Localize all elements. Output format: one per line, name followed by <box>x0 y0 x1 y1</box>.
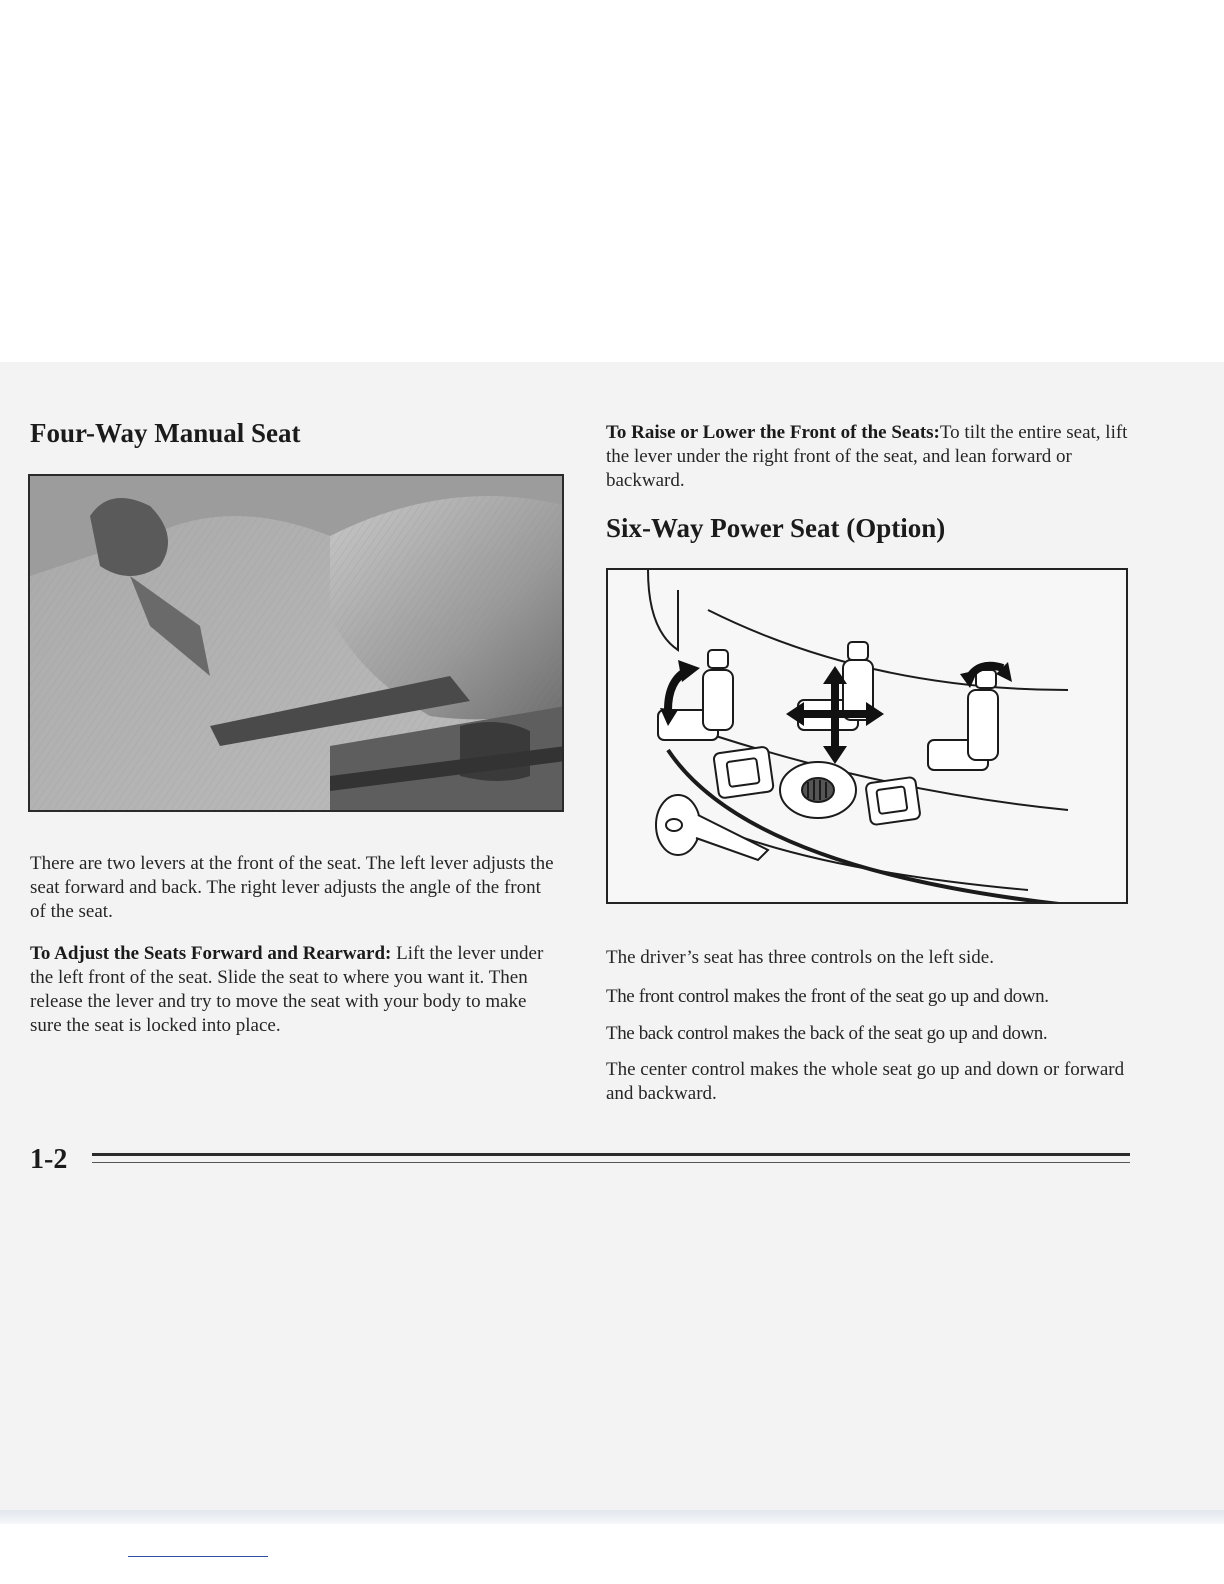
seat-levers-photo <box>28 474 564 812</box>
right-paragraph-back-control: The back control makes the back of the seat go up and down. <box>606 1023 1048 1044</box>
footer-rule-thick <box>92 1153 1130 1156</box>
page-number: 1-2 <box>30 1144 68 1175</box>
raise-lower-lead: To Raise or Lower the Front of the Seats: <box>606 422 940 443</box>
section-heading-four-way: Four-Way Manual Seat <box>30 418 301 448</box>
right-paragraph-front-control: The front control makes the front of the seat go up and down. <box>606 986 1049 1007</box>
power-seat-controls-illustration <box>608 570 1128 904</box>
power-seat-controls-diagram <box>606 568 1128 904</box>
forward-rearward-text: Lift the lever under the left front of the seat. Slide the seat to where you want it. Then release the lever and try to move the seat with your body to make sure the seat is locked into place. <box>30 943 544 1036</box>
raise-lower-text: To tilt the entire seat, lift the lever under the right front of the seat, and lean forward or backward. <box>606 422 1128 491</box>
rear-control-switch <box>865 777 920 826</box>
door-handle <box>656 795 768 860</box>
seat-photo-illustration <box>30 476 564 812</box>
front-control-switch <box>713 746 774 798</box>
right-paragraph-raise-lower <box>606 421 1131 493</box>
forward-rearward-lead: To Adjust the Seats Forward and Rearward: <box>30 943 392 964</box>
right-paragraph-three-controls: The driver’s seat has three controls on the left side. <box>606 947 994 968</box>
right-paragraph-center-control: The center control makes the whole seat go up and down or forward and backward. <box>606 1059 1125 1104</box>
left-paragraph-levers: There are two levers at the front of the seat. The left lever adjusts the seat forward and back. The right lever adjusts the angle of the front of the seat. <box>30 853 554 922</box>
center-control-switch <box>780 762 856 818</box>
page-edge-shadow <box>0 1510 1224 1524</box>
footer-underline <box>128 1556 268 1557</box>
section-heading-six-way: Six-Way Power Seat (Option) <box>606 513 946 543</box>
left-paragraph-forward-rearward <box>30 942 560 1038</box>
footer-rule-thin <box>92 1162 1130 1163</box>
